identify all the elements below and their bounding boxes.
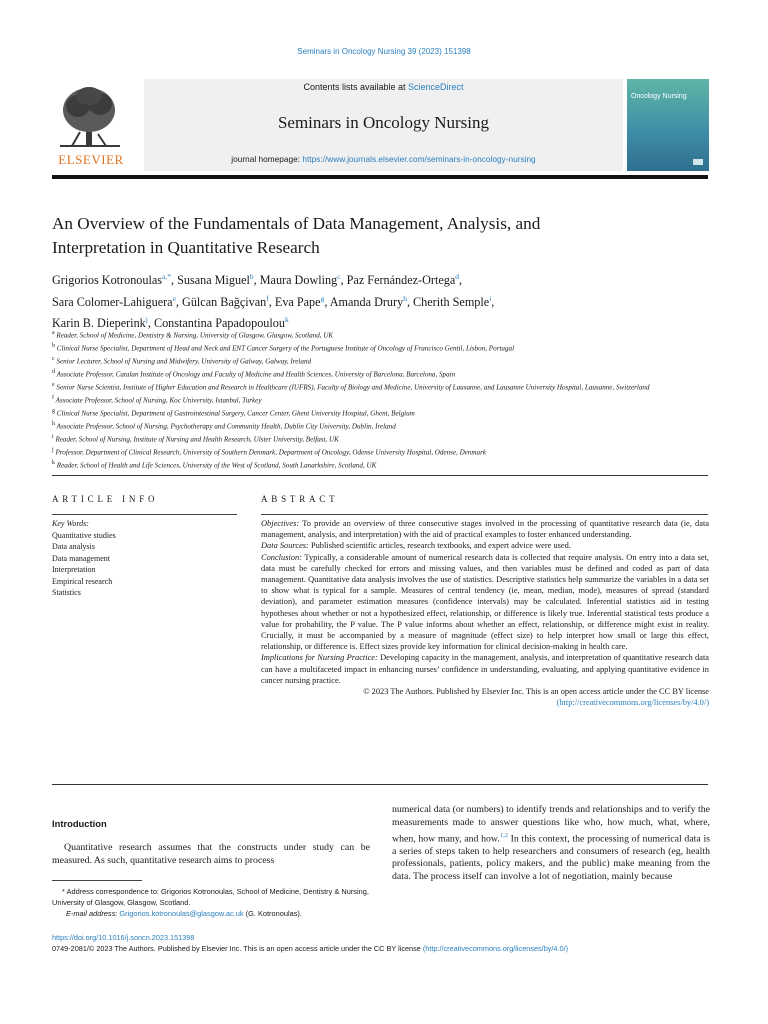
- keyword-item: Data analysis: [52, 542, 95, 551]
- affiliation-item: [52, 354, 712, 367]
- section-rule: [52, 475, 708, 476]
- sciencedirect-link[interactable]: ScienceDirect: [408, 82, 464, 92]
- homepage-prefix: journal homepage:: [231, 154, 303, 164]
- sources-label: Data Sources:: [261, 541, 309, 551]
- intro-paragraph-1: Quantitative research assumes that the constructs under study can be measured. As such, quantitative research aims to process: [52, 842, 370, 866]
- abstract-conclusion: Conclusion: Typically, a considerable amount of numerical research data is collected that require analysis. On entry into a data set, data must be carefully checked for errors and missing values, and then variables must be defined and coded as part of data management. Quantitative data analysis involves the use of statistics. Descriptive statistics help summarize the variables in a data set to show what is typical for a sample. Measures of central tendency (ie, mean, median, mode), measures of spread (standard deviation), and parameter estimation measures (confidence intervals) may be calculated. Inferential statistics aid in testing hypotheses about whether or not a hypothesized effect, relationship, or difference is likely true. Inferential statistical tests produce a value for probability, the P value. The P value informs about whether an effect, relationship, or difference might exist in reality. Crucially, it must be accompanied by a measure of magnitude (effect size) to help interpret how small or large this effect, relationship, or difference is. Effect sizes provide key information for clinical decision-making in health care.: [261, 552, 709, 652]
- journal-title: Seminars in Oncology Nursing: [277, 113, 490, 132]
- footnote-address: Address correspondence to: Grigorios Kotronoulas, School of Medicine, Dentistry & Nursing, University of Glasgow, Glasgow, Scotland.: [52, 887, 369, 907]
- email-link[interactable]: Grigorios.kotronoulas@glasgow.ac.uk: [119, 909, 244, 918]
- affiliation-item: [52, 432, 712, 445]
- author-affiliation-mark[interactable]: j: [145, 315, 148, 325]
- author-affiliation-mark[interactable]: h: [403, 293, 407, 303]
- author-separator: ,: [324, 294, 330, 309]
- affiliation-item: [52, 445, 712, 458]
- affiliation-mark: g: [52, 407, 55, 414]
- body-column-left: [52, 842, 370, 868]
- author-name: Maura Dowling: [259, 273, 338, 288]
- author-list: [52, 268, 672, 333]
- conclusion-label: Conclusion:: [261, 552, 302, 562]
- introduction-heading: Introduction: [52, 818, 107, 829]
- affiliation-text: Clinical Nurse Specialist, Department of Head and Neck and ENT Cancer Surgery of the Portuguese Institute of Oncology of Francisco Gentil, Lisbon, Portugal: [56, 344, 515, 353]
- author-separator: ,: [268, 294, 275, 309]
- author-affiliation-mark[interactable]: f: [266, 293, 269, 303]
- author-affiliation-mark[interactable]: a,*: [162, 272, 171, 281]
- keyword-item: Data management: [52, 553, 110, 563]
- article-title: [52, 212, 692, 260]
- author-name: Eva Pape: [274, 294, 321, 309]
- author-name: Sara Colomer-Lahiguera: [52, 294, 173, 309]
- objectives-label: Objectives:: [261, 519, 300, 528]
- footnote-rule: [52, 880, 142, 881]
- body-column-right: [392, 804, 710, 884]
- author-separator: ,: [147, 316, 154, 331]
- affiliation-mark: i: [52, 433, 54, 440]
- affiliation-mark: c: [52, 355, 55, 362]
- implications-label: Implications for Nursing Practice:: [261, 653, 378, 663]
- journal-citation[interactable]: Seminars in Oncology Nursing 39 (2023) 151398: [297, 47, 471, 56]
- journal-cover-image: [627, 79, 709, 171]
- author-affiliation-mark[interactable]: b: [249, 272, 254, 281]
- author-affiliation-mark[interactable]: e: [172, 293, 176, 303]
- homepage-link[interactable]: https://www.journals.elsevier.com/seminars-in-oncology-nursing: [302, 154, 536, 164]
- author-separator: ,: [459, 273, 463, 288]
- affiliation-mark: h: [52, 420, 55, 427]
- author-separator: ,: [406, 294, 414, 309]
- affiliation-list: [52, 328, 712, 470]
- keywords-block: [52, 518, 242, 599]
- author-affiliation-mark[interactable]: d: [455, 272, 460, 281]
- abstract-copyright: © 2023 The Authors. Published by Elsevier Inc. This is an open access article under the CC BY license: [363, 687, 709, 697]
- affiliation-item: [52, 341, 712, 354]
- email-label: E-mail address:: [66, 909, 118, 918]
- cover-bar: [693, 159, 703, 165]
- author-separator: ,: [340, 273, 347, 288]
- header-rule: [52, 175, 708, 179]
- author-name: Susana Miguel: [177, 273, 250, 288]
- article-info-heading: ARTICLE INFO: [52, 494, 159, 504]
- affiliation-text: Reader, School of Nursing, Institute of Nursing and Health Research, Ulster University, Belfast, UK: [55, 434, 339, 443]
- affiliation-item: [52, 380, 712, 393]
- keyword-item: Quantitative studies: [52, 530, 116, 540]
- author-name: Gülcan Bağçivan: [182, 294, 267, 309]
- author-affiliation-mark[interactable]: i: [489, 293, 492, 303]
- affiliation-text: Reader, School of Medicine, Dentistry & Nursing, University of Glasgow, Glasgow, Scotland, UK: [56, 331, 334, 340]
- author-name: Grigorios Kotronoulas: [52, 273, 163, 288]
- author-name: Constantina Papadopoulou: [153, 316, 285, 331]
- abstract-rule: [261, 514, 708, 515]
- affiliation-mark: d: [52, 368, 55, 375]
- author-separator: ,: [253, 273, 260, 288]
- abstract-sources: Data Sources: Published scientific articles, research textbooks, and expert advice were used.: [261, 541, 571, 551]
- journal-homepage: [144, 154, 623, 164]
- affiliation-item: [52, 419, 712, 432]
- affiliation-mark: a: [52, 330, 55, 336]
- author-affiliation-mark[interactable]: c: [337, 272, 341, 281]
- publisher-wordmark: ELSEVIER: [58, 152, 124, 167]
- affiliation-text: Senior Nurse Scientist, Institute of Higher Education and Research in Healthcare (IUFRS), Faculty of Biology and Medicine, University of Lausanne, and Lausanne University Hospital, Lausanne, Switzerland: [56, 383, 650, 392]
- correspondence-footnote: * Address correspondence to: Grigorios Kotronoulas, School of Medicine, Dentistry & Nursing, University of Glasgow, Glasgow, Scotland. E-mail address: Grigorios.kotronoulas@glasgow.ac.uk (G. Kotronoulas).: [52, 887, 369, 918]
- article-info-rule: [52, 514, 237, 515]
- affiliation-text: Associate Professor, School of Nursing, Psychotherapy and Community Health, Dublin City University, Dublin, Ireland: [56, 422, 396, 431]
- author-separator: ,: [491, 294, 495, 309]
- affiliation-item: [52, 328, 712, 341]
- footnote-mark: *: [62, 887, 65, 896]
- author-name: Amanda Drury: [329, 294, 404, 309]
- affiliation-mark: f: [52, 394, 54, 401]
- abstract-license-link[interactable]: (http://creativecommons.org/licenses/by/4.0/): [556, 698, 709, 708]
- affiliation-item: [52, 458, 712, 471]
- keywords-list: [52, 530, 242, 599]
- citation-ref[interactable]: 1,2: [499, 831, 508, 839]
- author-separator: ,: [170, 273, 178, 288]
- affiliation-text: Senior Lecturer, School of Nursing and Midwifery, University of Galway, Galway, Ireland: [56, 357, 312, 366]
- affiliation-text: Professor, Department of Clinical Research, University of Southern Denmark, Department of Oncology, Odense University Hospital, Odense, Denmark: [55, 447, 486, 456]
- contents-line: [144, 82, 623, 92]
- affiliation-mark: e: [52, 381, 55, 388]
- keywords-label: Key Words:: [52, 519, 89, 528]
- affiliation-text: Associate Professor, School of Nursing, Koc University, Istanbul, Turkey: [55, 396, 262, 405]
- affiliation-text: Reader, School of Health and Life Sciences, University of the West of Scotland, South Lanarkshire, Scotland, UK: [56, 460, 377, 469]
- author-separator: ,: [175, 294, 183, 309]
- affiliation-text: Clinical Nurse Specialist, Department of Gastrointestinal Surgery, Cancer Center, Ghent University Hospital, Ghent, Belgium: [56, 409, 415, 418]
- abstract-bottom-rule: [52, 784, 708, 785]
- article-title-line2: Interpretation in Quantitative Research: [52, 238, 320, 257]
- cover-title: Oncology Nursing: [631, 93, 687, 100]
- affiliation-mark: k: [52, 459, 55, 466]
- affiliation-item: [52, 406, 712, 419]
- keyword-item: Statistics: [52, 588, 81, 597]
- article-title-line1: An Overview of the Fundamentals of Data Management, Analysis, and: [52, 214, 541, 233]
- intro-paragraph-continued: numerical data (or numbers) to identify trends and relationships and to verify the measurements made to answer questions like who, how much, what, where, when, how many, and how.$^{1,2}$ In this context, the processing of numerical data is a series of steps taken to help researchers and consumers of research (eg, health professionals, patients, policy makers, and the public) make meaning from the data. The process itself can involve a lot of negotiation, mainly because: [392, 804, 710, 883]
- affiliation-item: [52, 393, 712, 406]
- page-footer: [52, 932, 712, 954]
- keyword-item: Interpretation: [52, 565, 96, 574]
- abstract-objectives: Objectives: To provide an overview of three consecutive stages involved in the processing of quantitative research data (ie, data management, analysis, and interpretation) with the aid of practical examples to foster enhanced understanding.: [261, 519, 709, 540]
- doi-link[interactable]: https://doi.org/10.1016/j.soncn.2023.151398: [52, 933, 195, 942]
- author-affiliation-mark[interactable]: g: [320, 293, 325, 303]
- contents-prefix: Contents lists available at: [303, 82, 409, 92]
- affiliation-mark: j: [52, 446, 54, 453]
- author-affiliation-mark[interactable]: k: [284, 315, 289, 325]
- affiliation-mark: b: [52, 342, 55, 349]
- abstract-heading: ABSTRACT: [261, 494, 339, 504]
- elsevier-logo: [50, 80, 130, 170]
- abstract-body: [261, 518, 709, 708]
- keyword-item: Empirical research: [52, 576, 113, 586]
- footer-license-link[interactable]: (http://creativecommons.org/licenses/by/4.0/): [422, 944, 569, 953]
- affiliation-text: Associate Professor, Catalan Institute of Oncology and Faculty of Medicine and Health Sciences, University of Barcelona, Barcelona, Spain: [56, 370, 456, 379]
- author-name: Paz Fernández-Ortega: [346, 273, 456, 288]
- author-name: Karin B. Dieperink: [52, 316, 146, 331]
- issn-text: 0749-2081/© 2023 The Authors. Published by Elsevier Inc. This is an open access article under the CC BY license: [52, 944, 423, 953]
- author-name: Cherith Semple: [413, 294, 490, 309]
- affiliation-item: [52, 367, 712, 380]
- abstract-implications: Implications for Nursing Practice: Developing capacity in the management, analysis, and interpretation of quantitative research data can have a multifaceted impact in enhancing nurses’ confidence in understanding, evaluating, and applying quantitative evidence in cancer nursing practice.: [261, 653, 710, 685]
